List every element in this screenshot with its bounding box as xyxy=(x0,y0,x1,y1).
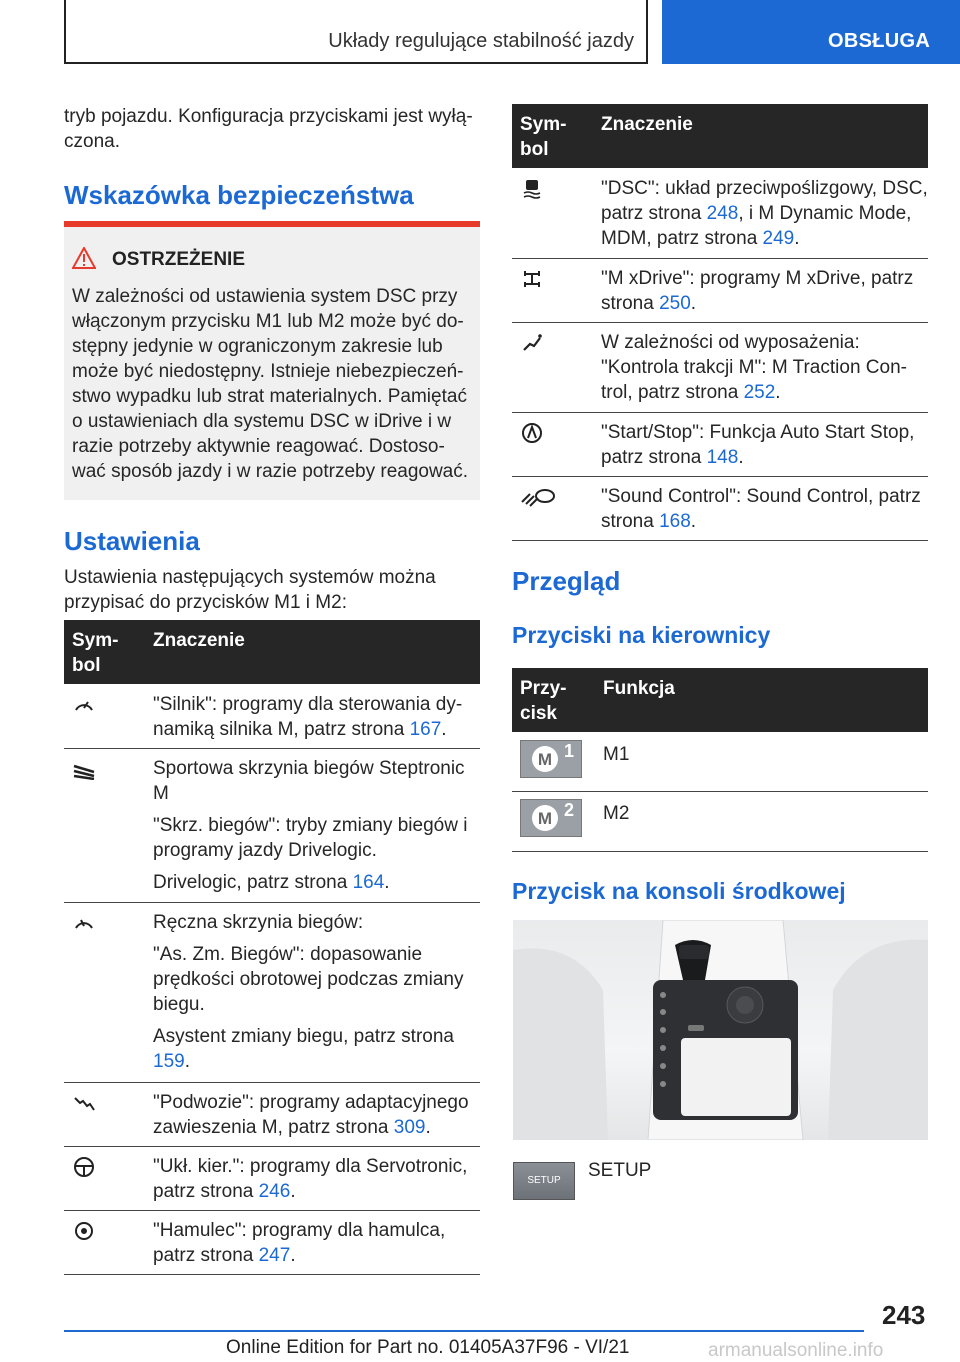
row-text xyxy=(153,692,480,742)
engine-icon xyxy=(72,696,96,716)
row-text xyxy=(601,176,928,251)
row-text-segment: "Ukł. kier.": programy dla Servotronic, patrz strona xyxy=(153,1156,468,1202)
row-text xyxy=(153,1218,480,1268)
left-table-header xyxy=(64,620,480,684)
buttons-table-header xyxy=(512,668,928,732)
table-row xyxy=(64,1082,480,1147)
table-row xyxy=(512,322,928,413)
row-text-segment: "As. Zm. Biegów": dopasowanie prędkości obrotowej podczas zmiany biegu. xyxy=(153,944,464,1015)
table-row xyxy=(512,732,928,792)
safety-heading: Wskazówka bezpieczeństwa xyxy=(64,180,414,210)
row-text-segment: Drivelogic, patrz strona xyxy=(153,872,353,893)
page-link[interactable]: 159 xyxy=(153,1051,185,1072)
row-text xyxy=(153,1154,480,1204)
row-paragraph xyxy=(153,1024,480,1074)
col-meaning-header: Znaczenie xyxy=(601,114,693,135)
page-link[interactable]: 247 xyxy=(258,1245,291,1266)
warning-text: W zależności od ustawienia system DSC przy włączonym przycisku M1 lub M2 może być do-stępny jedynie w ograniczonym zakresie lub może być niedostępny. Istnieje niebezpieczeń-stwo wypadku lub strat materialnych. Pamiętać o ustawieniach dla systemu DSC w iDrive i w razie potrzeby aktywnie reagować. Dostoso-wać sposób jazdy i w razie potrzeby reagować. xyxy=(72,286,469,482)
page-link[interactable]: 168 xyxy=(659,511,691,532)
row-text-segment: W zależności od wyposażenia: "Kontrola trakcji M": M Traction Con-trol, patrz strona xyxy=(601,332,907,403)
row-text-segment: . xyxy=(290,1181,296,1202)
col-function-header: Funkcja xyxy=(603,678,675,699)
row-text-segment: "Hamulec": programy dla hamulca, patrz strona xyxy=(153,1220,446,1266)
row-text xyxy=(601,266,928,316)
row-text-segment: . xyxy=(441,719,447,740)
row-paragraph xyxy=(153,910,480,935)
row-text-segment: . xyxy=(690,293,697,314)
row-text xyxy=(153,1090,480,1140)
chapter-tab[interactable] xyxy=(662,0,960,64)
section-title: Układy regulujące stabilność jazdy xyxy=(328,30,634,52)
brake-icon xyxy=(72,1220,96,1242)
table-row xyxy=(64,902,480,1083)
row-text-segment: . xyxy=(384,872,390,893)
overview-heading: Przegląd xyxy=(512,566,621,596)
col-button-header: Przy- cisk xyxy=(520,678,567,724)
suspension-icon xyxy=(72,1094,96,1114)
page-link[interactable]: 164 xyxy=(352,872,385,893)
svg-text:1: 1 xyxy=(563,741,575,761)
page-link[interactable]: 167 xyxy=(409,719,442,740)
sound-control-icon xyxy=(520,484,556,508)
table-row xyxy=(512,791,928,852)
col-symbol-header: Sym- bol xyxy=(72,630,119,676)
row-text-segment: , i M Dynamic Mode, MDM, patrz strona xyxy=(601,203,912,249)
row-text xyxy=(601,420,928,470)
row-text-segment: Asystent zmiany biegu, patrz strona xyxy=(153,1026,454,1047)
row-text-segment: . xyxy=(425,1117,431,1138)
console-button-heading: Przycisk na konsoli środkowej xyxy=(512,878,846,904)
m1-button-icon xyxy=(520,740,582,778)
start-stop-icon xyxy=(520,422,544,444)
page-link[interactable]: 249 xyxy=(762,228,795,249)
setup-button-icon: SETUP xyxy=(513,1162,575,1200)
setup-label: SETUP xyxy=(588,1160,652,1181)
svg-text:M: M xyxy=(537,750,553,769)
row-text-segment: Ręczna skrzynia biegów: xyxy=(153,912,364,933)
footer-divider xyxy=(64,1330,864,1332)
warning-box xyxy=(64,221,480,500)
row-text-segment: "Sound Control": Sound Control, patrz strona xyxy=(601,486,921,532)
svg-text:2: 2 xyxy=(563,800,575,820)
row-text xyxy=(153,756,480,902)
row-text-segment: "Podwozie": programy adaptacyjnego zawieszenia M, patrz strona xyxy=(153,1092,469,1138)
row-text-segment: . xyxy=(290,1245,296,1266)
page-link[interactable]: 252 xyxy=(743,382,776,403)
dsc-icon xyxy=(520,178,544,200)
table-row xyxy=(512,412,928,477)
settings-heading: Ustawienia xyxy=(64,526,200,556)
row-text-segment: . xyxy=(794,228,800,249)
row-text-segment: "Start/Stop": Funkcja Auto Start Stop, patrz strona xyxy=(601,422,915,468)
row-text xyxy=(601,484,928,534)
page-link[interactable]: 246 xyxy=(258,1181,291,1202)
steering-buttons-heading: Przyciski na kierownicy xyxy=(512,622,771,648)
m2-button-icon xyxy=(520,799,582,837)
header-frame xyxy=(64,0,648,64)
row-text xyxy=(153,910,480,1081)
intro-text: tryb pojazdu. Konfiguracja przyciskami jest wyłą-czona. xyxy=(64,106,473,152)
table-row xyxy=(64,1210,480,1275)
watermark: armanualsonline.info xyxy=(708,1340,884,1361)
row-paragraph xyxy=(153,870,480,895)
row-text-segment: "Skrz. biegów": tryby zmiany biegów i programy jazdy Drivelogic. xyxy=(153,815,468,861)
settings-text: Ustawienia następujących systemów można przypisać do przycisków M1 i M2: xyxy=(64,567,436,613)
page-link[interactable]: 248 xyxy=(706,203,739,224)
row-text-segment: . xyxy=(775,382,781,403)
table-row xyxy=(64,748,480,903)
warning-title: OSTRZEŻENIE xyxy=(112,249,246,270)
table-row xyxy=(64,684,480,749)
right-table-header xyxy=(512,104,928,168)
table-row xyxy=(64,1146,480,1211)
row-text-segment: "DSC": układ przeciwpoślizgowy, DSC, patrz strona xyxy=(601,178,928,224)
col-symbol-header: Sym- bol xyxy=(520,114,567,160)
row-text-segment: . xyxy=(690,511,697,532)
gearbox-icon xyxy=(72,760,96,780)
edition-text: Online Edition for Part no. 01405A37F96 - VI/21 xyxy=(226,1337,630,1358)
row-text-segment: Sportowa skrzynia biegów Steptronic M xyxy=(153,758,465,804)
warning-triangle-icon xyxy=(72,247,96,269)
function-m1: M1 xyxy=(603,744,630,765)
chapter-tab-label: OBSŁUGA xyxy=(828,30,931,52)
manual-gearbox-icon xyxy=(72,914,96,934)
row-text-segment: "M xDrive": programy M xDrive, patrz strona xyxy=(601,268,914,314)
row-paragraph xyxy=(153,813,480,863)
table-row xyxy=(512,258,928,323)
steering-icon xyxy=(72,1156,96,1178)
col-meaning-header: Znaczenie xyxy=(153,630,245,651)
row-paragraph xyxy=(153,942,480,1017)
table-row xyxy=(512,168,928,259)
row-text-segment: "Silnik": programy dla sterowania dy-namiką silnika M, patrz strona xyxy=(153,694,463,740)
function-m2: M2 xyxy=(603,803,630,824)
page-number: 243 xyxy=(882,1300,926,1330)
svg-text:M: M xyxy=(537,809,553,828)
page-link[interactable]: 309 xyxy=(393,1117,426,1138)
row-text-segment: . xyxy=(184,1051,190,1072)
page-link[interactable]: 148 xyxy=(706,447,739,468)
row-paragraph xyxy=(153,756,480,806)
table-row xyxy=(512,476,928,541)
row-text-segment: . xyxy=(738,447,744,468)
row-text xyxy=(601,330,928,405)
center-console-image xyxy=(513,920,928,1140)
xdrive-icon xyxy=(520,268,544,290)
page-link[interactable]: 250 xyxy=(659,293,691,314)
traction-icon xyxy=(520,332,544,354)
